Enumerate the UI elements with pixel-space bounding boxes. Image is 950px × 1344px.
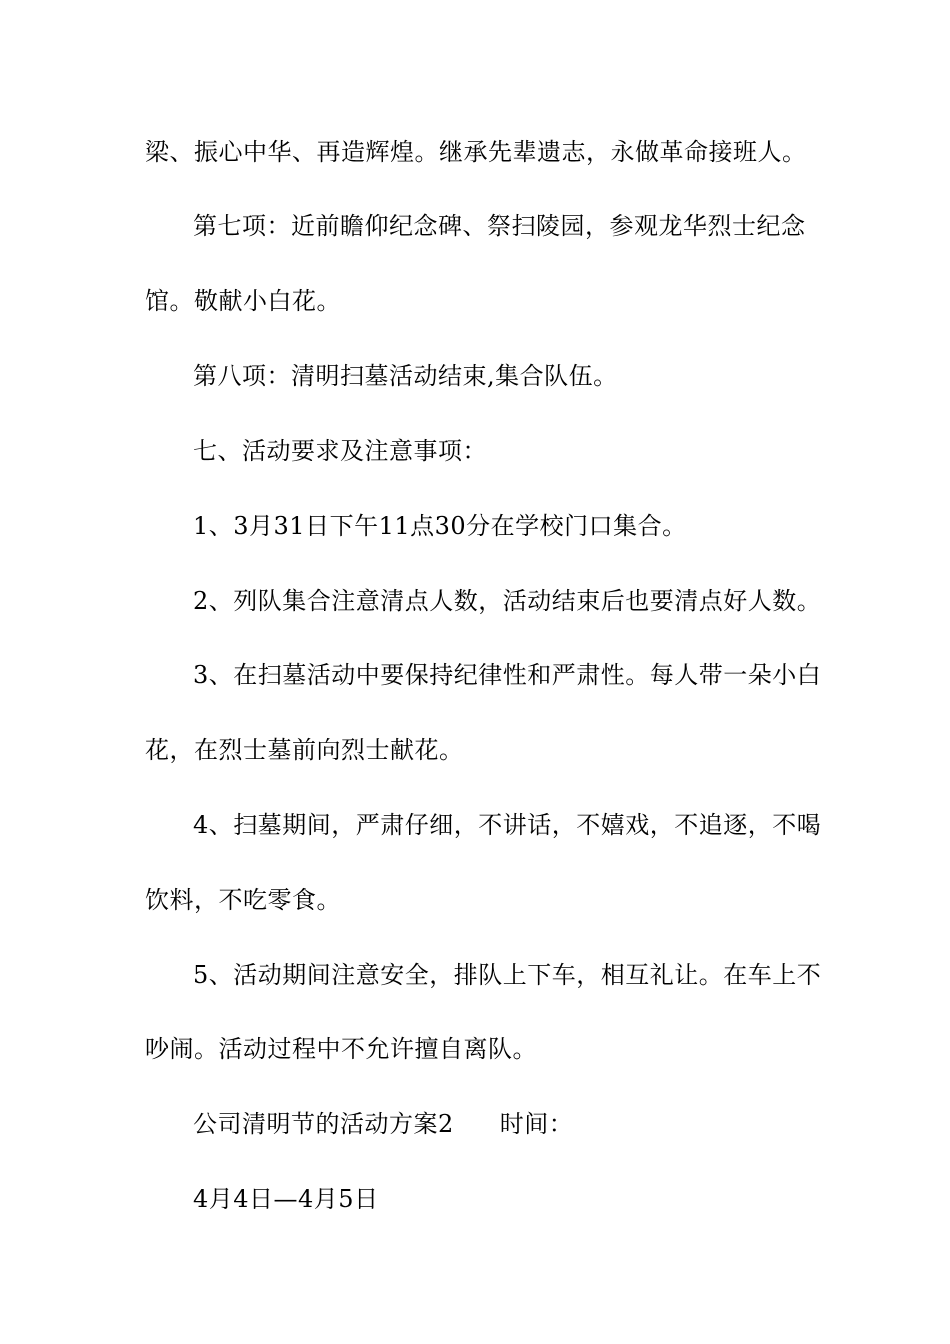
list-item: 3、在扫墓活动中要保持纪律性和严肃性。每人带一朵小白: [193, 661, 822, 689]
list-item: 5、活动期间注意安全，排队上下车，相互礼让。在车上不: [193, 961, 822, 989]
time-label: 时间：: [499, 1110, 574, 1138]
list-item: 2、列队集合注意清点人数，活动结束后也要清点好人数。: [193, 587, 822, 615]
plan-title-line: [193, 1109, 813, 1139]
list-item-continued: 饮料，不吃零食。: [145, 886, 341, 914]
paragraph-line: 梁、振心中华、再造辉煌。继承先辈遗志，永做革命接班人。: [145, 138, 807, 166]
date-range: 4月4日—4月5日: [193, 1185, 379, 1213]
paragraph-line: 馆。敬献小白花。: [145, 287, 341, 315]
paragraph-line: 第八项：清明扫墓活动结束,集合队伍。: [193, 362, 618, 390]
plan-title: 公司清明节的活动方案2: [193, 1110, 454, 1138]
paragraph-line: 第七项：近前瞻仰纪念碑、祭扫陵园，参观龙华烈士纪念: [193, 212, 806, 240]
section-heading: 七、活动要求及注意事项：: [193, 437, 487, 465]
list-item-continued: 吵闹。活动过程中不允许擅自离队。: [145, 1035, 537, 1063]
list-item-continued: 花，在烈士墓前向烈士献花。: [145, 736, 464, 764]
list-item: 4、扫墓期间，严肃仔细，不讲话，不嬉戏，不追逐，不喝: [193, 811, 822, 839]
list-item: 1、3月31日下午11点30分在学校门口集合。: [193, 512, 687, 540]
